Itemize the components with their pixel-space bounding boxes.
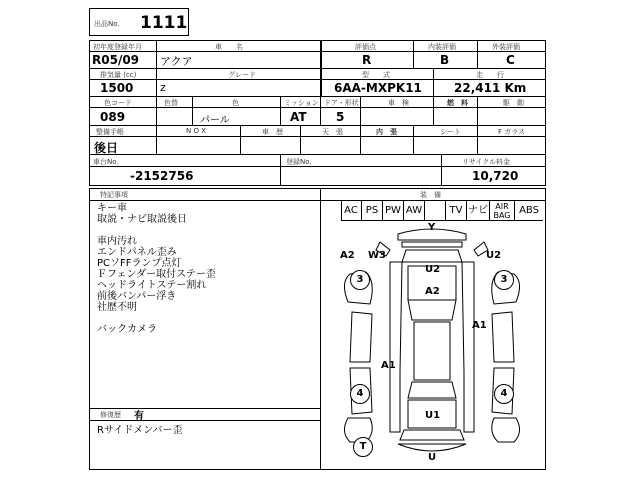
notes-list [97, 203, 317, 335]
grade-label: グレード [228, 71, 256, 79]
equip-label: 装 備 [420, 191, 441, 199]
inner-label: 内 張 [376, 128, 397, 136]
equip-aw: AW [404, 201, 425, 221]
note-line [97, 225, 317, 236]
note-line: 車内汚れ [97, 236, 137, 247]
reg-value: R05/09 [92, 53, 140, 67]
regno-label: 登録No． [286, 158, 317, 166]
spare-tire: T [353, 437, 373, 457]
interior-value: B [440, 53, 450, 67]
ceiling-label: 天 張 [322, 128, 343, 136]
damage-u2-hood: U2 [425, 264, 441, 275]
glass-label: F ガラス [498, 128, 526, 136]
damage-a1-right: A1 [472, 320, 487, 331]
color-value: パール [200, 115, 230, 126]
exterior-label: 外装評価 [492, 43, 520, 51]
equip-blank [425, 201, 446, 221]
damage-u: U [428, 452, 437, 463]
note-line: バックカメラ [97, 324, 157, 335]
fuel-label: 燃 料 [447, 99, 468, 107]
note-line: 取説・ナビ取説後日 [97, 214, 187, 225]
reg-label: 初年度登録年月 [93, 43, 142, 51]
color-code-value: 089 [100, 110, 126, 124]
note-line: エンドパネル歪み [97, 247, 177, 258]
damage-u2-right: U2 [486, 250, 502, 261]
door-value: 5 [336, 110, 345, 124]
lot-label: 出品No． [94, 20, 125, 28]
chassis-label: 車台No． [93, 158, 124, 166]
model-value: 6AA-MXPK11 [334, 81, 422, 95]
inspect-label: 車 検 [388, 99, 409, 107]
notes-label: 特記事項 [100, 191, 128, 199]
recycle-label: リサイクル料金 [462, 158, 511, 166]
lot-number: 1111 [140, 13, 188, 33]
history-label: 車 歴 [262, 128, 283, 136]
damage-u1: U1 [425, 410, 441, 421]
note-line: PCソFFランプ点灯 [97, 258, 182, 269]
tire-rear-right: 4 [494, 384, 514, 404]
note-line [97, 313, 317, 324]
equip-ac: AC [341, 201, 362, 221]
repair-value: 有 [134, 411, 144, 422]
color-change-label: 色替 [164, 99, 178, 107]
car-value: アクア [160, 55, 193, 68]
tire-front-right: 3 [494, 270, 514, 290]
damage-a2-hood: A2 [425, 286, 440, 297]
equip-airbag: AIR BAG [490, 201, 515, 221]
cc-label: 排気量 (cc) [100, 71, 137, 79]
note-line: ヘッドライトステー割れ [97, 280, 207, 291]
damage-w3: W3 [368, 250, 386, 261]
equip-navi: ナビ [467, 201, 490, 221]
grade-value: z [160, 81, 166, 94]
manual-label: 整備手帳 [96, 128, 124, 136]
recycle-value: 10,720 [472, 169, 519, 183]
mission-label: ミッション [284, 99, 319, 107]
equip-pw: PW [383, 201, 404, 221]
note-line: 前後バンパー浮き [97, 291, 177, 302]
car-label: 車 名 [215, 43, 243, 51]
drive-label: 駆 動 [503, 99, 524, 107]
model-label: 型 式 [362, 71, 390, 79]
score-value: R [362, 53, 372, 67]
manual-value: 後日 [94, 141, 119, 155]
damage-y: Y [428, 222, 436, 233]
mission-value: AT [290, 110, 307, 124]
mileage-value: 22,411 Km [454, 81, 527, 95]
nox-label: N O X [186, 127, 206, 135]
lot-box [89, 8, 189, 36]
note-line: Ｆフェンダー取付ステー歪 [97, 269, 216, 280]
equip-ps: PS [362, 201, 383, 221]
interior-label: 内装評価 [428, 43, 456, 51]
exterior-value: C [506, 53, 515, 67]
note-line: 社歴不明 [97, 302, 137, 313]
tire-rear-left: 4 [350, 384, 370, 404]
door-label: ドア・形状 [324, 99, 359, 107]
color-label: 色 [232, 99, 239, 107]
damage-a1-left: A1 [381, 360, 396, 371]
seat-label: シート [440, 128, 461, 136]
equip-tv: TV [446, 201, 467, 221]
note-line: キー車 [97, 203, 127, 214]
color-code-label: 色コード [104, 99, 132, 107]
tire-front-left: 3 [350, 270, 370, 290]
chassis-value: -2152756 [130, 169, 194, 183]
equip-abs: ABS [519, 205, 539, 216]
mileage-label: 走 行 [476, 71, 504, 79]
cc-value: 1500 [100, 81, 134, 95]
repair-label: 修復歴 [100, 411, 121, 419]
repair-detail: Rサイドメンバー歪 [97, 425, 183, 436]
score-label: 評価点 [355, 43, 376, 51]
damage-a2-front-left: A2 [340, 250, 355, 261]
